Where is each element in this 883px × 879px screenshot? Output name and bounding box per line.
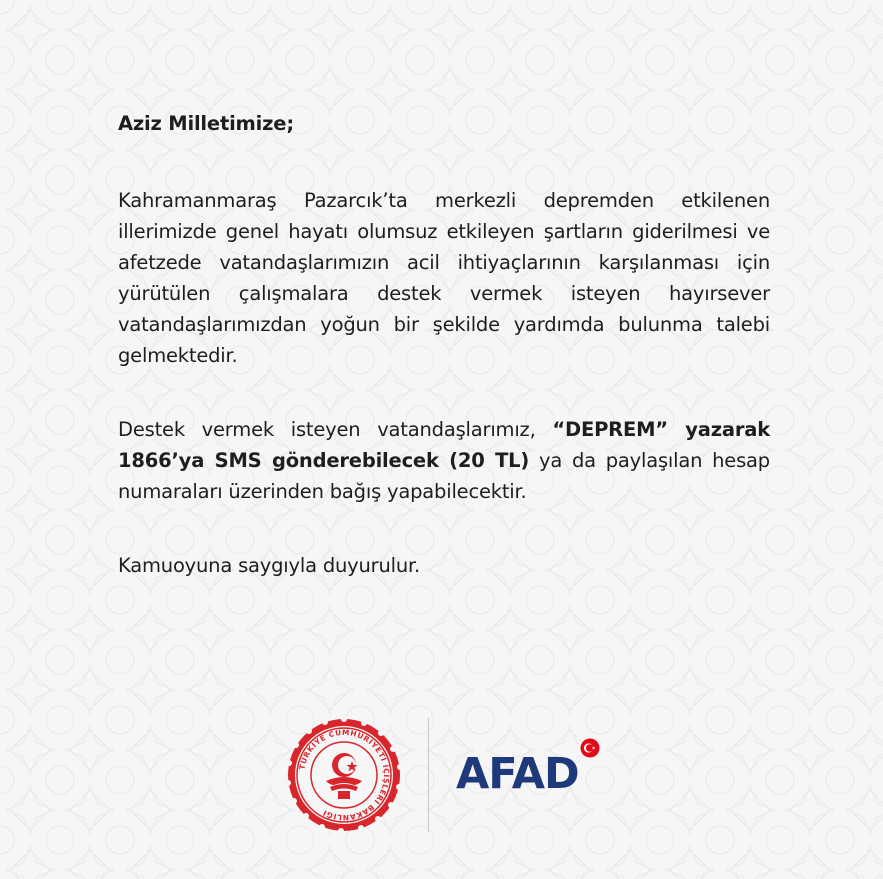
announcement-letter	[118, 108, 770, 581]
salutation: Aziz Milletimize;	[118, 112, 294, 135]
afad-logo	[456, 738, 606, 808]
paragraph-request: Kahramanmaraş Pazarcık’ta merkezli depremden etkilenen illerimizde genel hayatı olumsuz etkileyen şartların giderilmesi ve afetzede vatandaşlarımızın acil ihtiyaçlarının karşılanması için yürütülen çalışmalara destek vermek isteyen hayırsever vatandaşlarımızdan yoğun bir şekilde yardımda bulunma talebi gelmektedir.	[118, 189, 770, 367]
donation-intro: Destek vermek isteyen vatandaşlarımız,	[118, 418, 553, 441]
donation-rest: ya da paylaşılan hesap numaraları üzerinden bağış yapabilecektir.	[118, 449, 770, 503]
footer-logos	[0, 700, 883, 850]
afad-wordmark: AFAD	[456, 749, 579, 799]
ministry-seal-logo	[286, 717, 402, 833]
sms-instruction: “DEPREM” yazarak 1866’ya SMS gönderebilecek (20 TL)	[118, 418, 770, 472]
svg-text:TÜRKİYE CUMHURİYETİ İÇİŞLERİ B: TÜRKİYE CUMHURİYETİ İÇİŞLERİ BAKANLIĞI	[297, 727, 392, 823]
turkish-flag-icon	[580, 738, 600, 758]
logo-divider	[428, 718, 429, 832]
paragraph-donation	[118, 414, 770, 507]
closing-line: Kamuoyuna saygıyla duyurulur.	[118, 554, 421, 577]
